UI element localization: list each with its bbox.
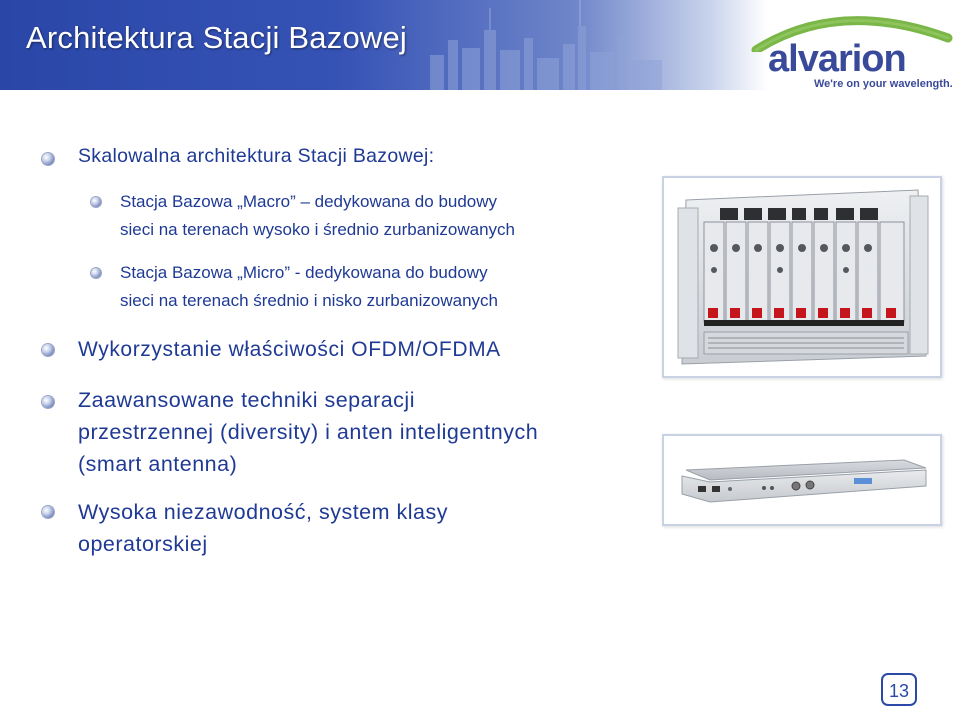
- bullet-item-scalable-architecture: Skalowalna architektura Stacji Bazowej:: [78, 145, 435, 167]
- sub-item-macro-line2: sieci na terenach wysoko i średnio zurbanizowanych: [120, 220, 515, 239]
- logo-brand-text: alvarion: [768, 38, 906, 80]
- alvarion-logo: [738, 6, 953, 90]
- bullet-icon: [42, 153, 54, 165]
- macro-base-station-image: [662, 176, 942, 378]
- bullet-item-diversity-line1: Zaawansowane techniki separacji: [78, 388, 415, 412]
- sub-item-macro-line1: Stacja Bazowa „Macro” – dedykowana do budowy: [120, 192, 498, 211]
- bullet-icon: [91, 197, 101, 207]
- city-skyline-image: [420, 0, 680, 90]
- micro-base-station-image: [662, 434, 942, 526]
- rack-unit-illustration: [664, 436, 940, 524]
- bullet-icon: [42, 344, 54, 356]
- bullet-item-ofdm: Wykorzystanie właściwości OFDM/OFDMA: [78, 338, 501, 361]
- sub-item-micro-line2: sieci na terenach średnio i nisko zurbanizowanych: [120, 291, 498, 310]
- logo-tagline: We're on your wavelength.: [814, 78, 953, 90]
- bullet-icon: [91, 268, 101, 278]
- page-number: 13: [881, 673, 917, 706]
- slide-title: Architektura Stacji Bazowej: [26, 20, 408, 55]
- chassis-illustration: [664, 178, 940, 376]
- bullet-icon: [42, 506, 54, 518]
- bullet-item-reliability-line1: Wysoka niezawodność, system klasy: [78, 500, 448, 524]
- bullet-item-diversity-line3: (smart antenna): [78, 452, 238, 476]
- header-bar: [0, 0, 960, 90]
- bullet-item-diversity-line2: przestrzennej (diversity) i anten inteligentnych: [78, 420, 539, 444]
- bullet-icon: [42, 396, 54, 408]
- bullet-item-reliability-line2: operatorskiej: [78, 532, 208, 556]
- sub-item-micro-line1: Stacja Bazowa „Micro” - dedykowana do budowy: [120, 263, 488, 282]
